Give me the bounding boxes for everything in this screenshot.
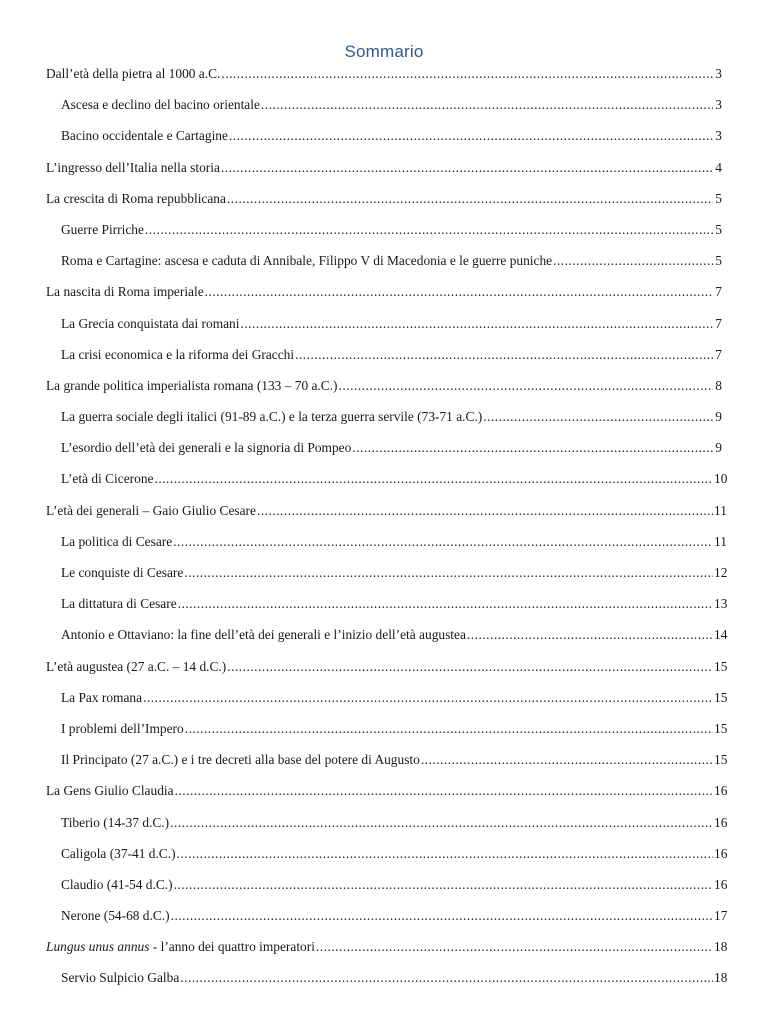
toc-subentry[interactable] xyxy=(46,588,728,619)
toc-page-number: 18 xyxy=(714,939,728,955)
toc-subentry[interactable] xyxy=(46,900,728,931)
toc-entry-label[interactable]: Tiberio (14-37 d.C.) xyxy=(61,814,170,830)
toc-page-number: 9 xyxy=(715,409,722,425)
toc-leader-dots xyxy=(257,495,713,526)
toc-entry-label[interactable]: La Gens Giulio Claudia xyxy=(46,783,174,799)
toc-entry-label[interactable]: La grande politica imperialista romana (133 – 70 a.C.) xyxy=(46,377,338,393)
toc-entry-label[interactable]: Ascesa e declino del bacino orientale xyxy=(61,97,260,113)
toc-leader-dots xyxy=(467,619,713,650)
toc-subentry[interactable] xyxy=(46,713,728,744)
toc-entry[interactable] xyxy=(46,931,728,962)
toc-entry[interactable] xyxy=(46,58,722,89)
toc-entry-label[interactable]: La Pax romana xyxy=(61,689,143,705)
toc-entry-label[interactable]: La nascita di Roma imperiale xyxy=(46,284,204,300)
toc-subentry[interactable] xyxy=(46,432,722,463)
toc-entry-label[interactable]: Nerone (54-68 d.C.) xyxy=(61,908,170,924)
toc-subentry[interactable] xyxy=(46,89,722,120)
toc-subentry[interactable] xyxy=(46,682,728,713)
toc-page-number: 11 xyxy=(714,502,727,518)
toc-leader-dots xyxy=(205,276,713,307)
toc-subentry[interactable] xyxy=(46,838,728,869)
toc-page-number: 5 xyxy=(715,253,722,269)
toc-leader-dots xyxy=(339,370,713,401)
toc-entry[interactable] xyxy=(46,370,722,401)
toc-page-number: 16 xyxy=(714,845,728,861)
table-of-contents xyxy=(46,58,728,994)
toc-page-number: 13 xyxy=(714,596,728,612)
toc-entry-label[interactable]: Roma e Cartagine: ascesa e caduta di Annibale, Filippo V di Macedonia e le guerre puniche xyxy=(61,253,553,269)
toc-entry[interactable] xyxy=(46,276,722,307)
toc-leader-dots xyxy=(154,463,713,494)
toc-leader-dots xyxy=(184,557,713,588)
toc-subentry[interactable] xyxy=(46,869,728,900)
toc-leader-dots xyxy=(177,838,713,869)
toc-leader-dots xyxy=(175,775,713,806)
toc-entry-label[interactable]: Servio Sulpicio Galba xyxy=(61,970,180,986)
toc-entry-label[interactable]: La politica di Cesare xyxy=(61,533,173,549)
toc-entry-label[interactable]: Claudio (41-54 d.C.) xyxy=(61,876,173,892)
toc-page-number: 15 xyxy=(714,720,728,736)
toc-page-number: 15 xyxy=(714,689,728,705)
toc-leader-dots xyxy=(143,682,713,713)
toc-subentry[interactable] xyxy=(46,463,728,494)
toc-page-number: 18 xyxy=(714,970,728,986)
toc-entry-label[interactable]: La Grecia conquistata dai romani xyxy=(61,315,240,331)
toc-page-number: 11 xyxy=(714,533,727,549)
toc-entry-label[interactable]: L’ingresso dell’Italia nella storia xyxy=(46,159,220,175)
toc-entry-label[interactable]: L’età augustea (27 a.C. – 14 d.C.) xyxy=(46,658,227,674)
toc-page-number: 12 xyxy=(714,565,728,580)
toc-leader-dots xyxy=(295,339,713,370)
toc-subentry[interactable] xyxy=(46,557,728,588)
toc-entry-label[interactable]: Dall’età della pietra al 1000 a.C. xyxy=(46,66,221,81)
toc-leader-dots xyxy=(178,588,713,619)
toc-page-number: 3 xyxy=(715,97,722,113)
toc-leader-dots xyxy=(180,962,713,993)
toc-entry[interactable] xyxy=(46,495,727,526)
toc-subentry[interactable] xyxy=(46,339,722,370)
toc-page-number: 7 xyxy=(715,284,722,300)
toc-page-number: 15 xyxy=(714,658,728,674)
toc-subentry[interactable] xyxy=(46,308,722,339)
toc-entry-label[interactable]: L’esordio dell’età dei generali e la signoria di Pompeo xyxy=(61,440,352,456)
toc-leader-dots xyxy=(170,807,713,838)
toc-entry-label[interactable]: Guerre Pirriche xyxy=(61,221,144,237)
toc-entry[interactable] xyxy=(46,651,728,682)
toc-entry[interactable] xyxy=(46,775,728,806)
toc-entry-label-text: - l’anno dei quattro imperatori xyxy=(152,939,315,955)
toc-page-number: 15 xyxy=(714,752,728,768)
toc-page-number: 3 xyxy=(715,128,722,144)
toc-entry-label[interactable]: La guerra sociale degli italici (91-89 a.C.) e la terza guerra servile (73-71 a.C.) xyxy=(61,409,483,425)
toc-leader-dots xyxy=(261,89,713,120)
toc-leader-dots xyxy=(483,401,713,432)
toc-page-number: 5 xyxy=(715,190,722,206)
toc-entry-label[interactable]: La crisi economica e la riforma dei Gracchi xyxy=(61,346,295,362)
toc-leader-dots xyxy=(316,931,713,962)
toc-subentry[interactable] xyxy=(46,619,728,650)
toc-page-number: 16 xyxy=(714,814,728,830)
toc-leader-dots xyxy=(421,744,713,775)
toc-entry[interactable] xyxy=(46,152,722,183)
toc-entry-label[interactable]: Caligola (37-41 d.C.) xyxy=(61,845,176,861)
toc-title: Sommario xyxy=(344,42,424,61)
toc-subentry[interactable] xyxy=(46,214,722,245)
toc-page-number: 10 xyxy=(714,471,728,487)
toc-subentry[interactable] xyxy=(46,245,722,276)
toc-entry[interactable] xyxy=(46,183,722,214)
toc-entry-label[interactable]: Antonio e Ottaviano: la fine dell’età dei generali e l’inizio dell’età augustea xyxy=(61,627,466,643)
toc-leader-dots xyxy=(352,432,713,463)
toc-entry-label[interactable]: La crescita di Roma repubblicana xyxy=(46,190,226,206)
toc-subentry[interactable] xyxy=(46,744,728,775)
toc-leader-dots xyxy=(240,308,713,339)
toc-subentry[interactable] xyxy=(46,120,722,151)
toc-leader-dots xyxy=(145,214,713,245)
toc-subentry[interactable] xyxy=(46,401,722,432)
toc-leader-dots xyxy=(171,900,713,931)
toc-leader-dots xyxy=(185,713,713,744)
toc-page-number: 4 xyxy=(715,159,722,175)
toc-entry-label[interactable] xyxy=(46,931,315,962)
toc-entry-label[interactable]: Il Principato (27 a.C.) e i tre decreti alla base del potere di Augusto xyxy=(61,752,420,768)
toc-leader-dots xyxy=(229,120,713,151)
toc-page-number: 8 xyxy=(715,377,722,393)
toc-leader-dots xyxy=(227,183,713,214)
toc-leader-dots xyxy=(553,245,713,276)
toc-page-number: 5 xyxy=(715,221,722,237)
toc-page-number: 16 xyxy=(714,783,728,799)
toc-page-number: 17 xyxy=(714,908,728,924)
toc-subentry[interactable] xyxy=(46,962,728,993)
toc-subentry[interactable] xyxy=(46,807,728,838)
toc-leader-dots xyxy=(173,526,713,557)
toc-leader-dots xyxy=(227,651,713,682)
toc-entry-label[interactable]: I problemi dell’Impero xyxy=(61,720,184,736)
toc-entry-label[interactable]: Le conquiste di Cesare xyxy=(61,565,184,580)
toc-page-number: 3 xyxy=(715,66,722,81)
toc-leader-dots xyxy=(221,152,713,183)
toc-page-number: 7 xyxy=(715,315,722,331)
toc-entry-label[interactable]: L’età di Cicerone xyxy=(61,471,154,487)
toc-entry-label[interactable]: L’età dei generali – Gaio Giulio Cesare xyxy=(46,502,256,518)
toc-leader-dots xyxy=(174,869,713,900)
toc-entry-label[interactable]: Bacino occidentale e Cartagine xyxy=(61,128,228,144)
toc-entry-label[interactable]: La dittatura di Cesare xyxy=(61,596,177,612)
toc-page-number: 9 xyxy=(715,440,722,456)
toc-entry-italic-prefix: Lungus unus annus xyxy=(46,939,150,955)
toc-subentry[interactable] xyxy=(46,526,727,557)
toc-leader-dots xyxy=(221,58,713,89)
toc-page-number: 16 xyxy=(714,876,728,892)
toc-page-number: 14 xyxy=(714,627,728,643)
toc-page-number: 7 xyxy=(715,346,722,362)
